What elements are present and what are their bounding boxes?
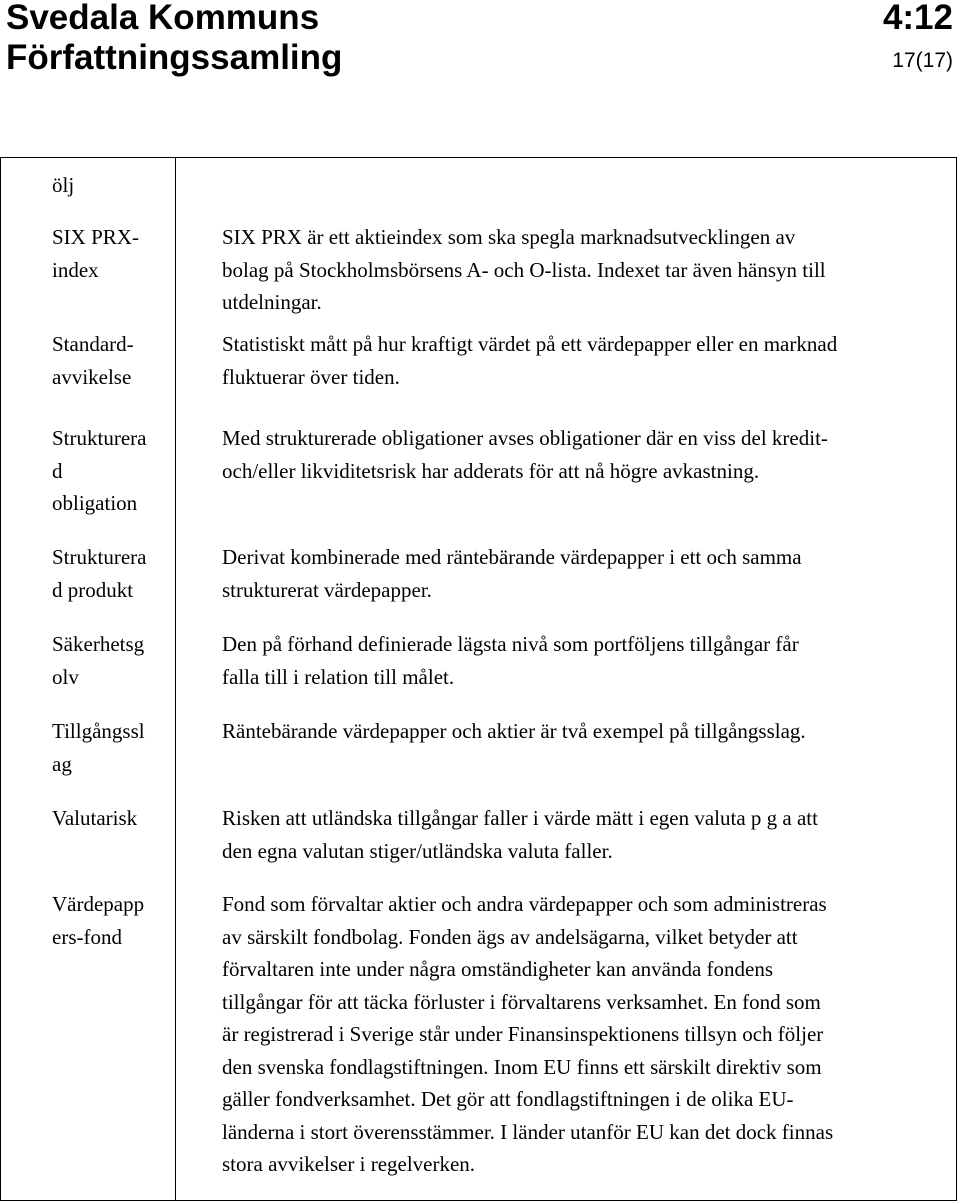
definition-line: Räntebärande värdepapper och aktier är två exempel på tillgångsslag.	[222, 719, 806, 743]
definition-line: och/eller likviditetsrisk har adderats för att nå högre avkastning.	[222, 458, 760, 483]
glossary-definition	[222, 802, 938, 867]
definition-line: Derivat kombinerade med räntebärande värdepapper i ett och samma	[222, 545, 802, 569]
term-line: Tillgångssl	[52, 719, 145, 743]
term-line: Strukturera	[52, 545, 147, 569]
term-line: Standard-	[52, 332, 134, 356]
document-header	[0, 0, 960, 90]
collection-title: Författningssamling	[6, 38, 343, 77]
term-line: Säkerhetsg	[52, 632, 145, 656]
glossary-term	[52, 888, 174, 953]
definition-line: gäller fondverksamhet. Det gör att fondlagstiftningen i de olika EU-	[222, 1087, 794, 1111]
glossary-term	[52, 328, 174, 393]
definition-line: bolag på Stockholmsbörsens A- och O-lista. Indexet tar även hänsyn till	[222, 257, 826, 282]
glossary-definition	[222, 888, 938, 1181]
glossary-term	[52, 541, 174, 606]
glossary-definition	[222, 628, 938, 693]
glossary-term	[52, 802, 174, 835]
definition-line: Risken att utländska tillgångar faller i värde mätt i egen valuta p g a att	[222, 806, 818, 830]
term-line: Strukturera	[52, 426, 147, 450]
definition-line: Statistiskt mått på hur kraftigt värdet på ett värdepapper eller en marknad	[222, 332, 838, 356]
definition-line: länderna i stort överensstämmer. I länder utanför EU kan det dock finnas	[222, 1119, 834, 1144]
definition-line: Med strukturerade obligationer avses obligationer där en viss del kredit-	[222, 426, 828, 450]
definition-line: falla till i relation till målet.	[222, 664, 455, 689]
glossary-definition	[222, 221, 938, 319]
term-line: Värdepapp	[52, 892, 145, 916]
term-line: obligation	[52, 491, 138, 515]
definition-line: den svenska fondlagstiftningen. Inom EU finns ett särskilt direktiv som	[222, 1054, 822, 1079]
glossary-table	[0, 157, 957, 1201]
definition-line: förvaltaren inte under några omständigheter kan använda fondens	[222, 957, 774, 981]
municipality-name: Svedala Kommuns	[6, 0, 320, 37]
glossary-term	[52, 422, 174, 520]
term-line: ers-fond	[52, 924, 122, 949]
definition-line: av särskilt fondbolag. Fonden ägs av andelsägarna, vilket betyder att	[222, 924, 798, 949]
glossary-definition	[222, 328, 938, 393]
column-divider	[175, 158, 176, 1200]
definition-line: Den på förhand definierade lägsta nivå som portföljens tillgångar får	[222, 632, 799, 656]
page-indicator: 17(17)	[892, 49, 953, 72]
definition-line: är registrerad i Sverige står under Finansinspektionens tillsyn och följer	[222, 1022, 824, 1046]
glossary-definition	[222, 422, 938, 487]
term-line: olv	[52, 664, 79, 689]
term-line: d produkt	[52, 577, 134, 602]
definition-line: SIX PRX är ett aktieindex som ska spegla marknadsutvecklingen av	[222, 225, 796, 249]
term-line: Valutarisk	[52, 806, 138, 830]
term-line: ag	[52, 751, 72, 776]
glossary-term	[52, 221, 174, 286]
definition-line: den egna valutan stiger/utländska valuta faller.	[222, 838, 613, 863]
glossary-term	[52, 715, 174, 780]
term-line: index	[52, 257, 99, 282]
glossary-definition	[222, 541, 938, 606]
term-line: avvikelse	[52, 364, 132, 389]
term-line: d	[52, 458, 63, 483]
glossary-term	[52, 628, 174, 693]
section-number: 4:12	[882, 0, 953, 37]
definition-line: fluktuerar över tiden.	[222, 364, 400, 389]
term-line: SIX PRX-	[52, 225, 139, 249]
definition-line: stora avvikelser i regelverken.	[222, 1152, 476, 1176]
term-fragment: ölj	[52, 173, 75, 197]
definition-line: tillgångar för att täcka förluster i förvaltarens verksamhet. En fond som	[222, 989, 821, 1014]
definition-line: utdelningar.	[222, 290, 322, 314]
definition-line: strukturerat värdepapper.	[222, 577, 432, 602]
definition-line: Fond som förvaltar aktier och andra värdepapper och som administreras	[222, 892, 827, 916]
glossary-definition	[222, 715, 938, 748]
